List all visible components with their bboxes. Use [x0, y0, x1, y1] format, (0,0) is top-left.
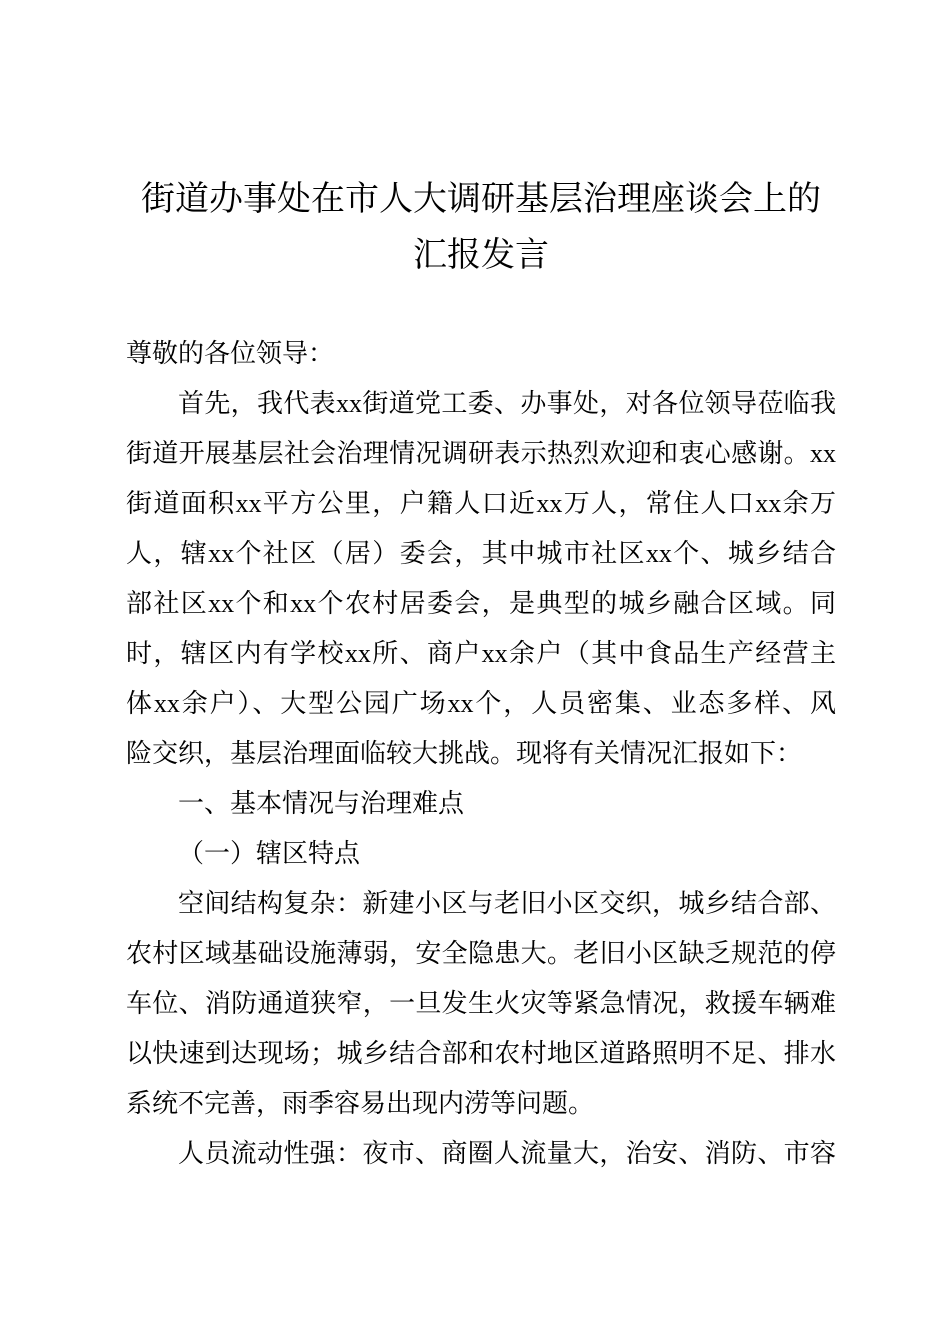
text-line: （一）辖区特点	[178, 839, 361, 868]
document-title-line-2: 汇报发言	[413, 237, 549, 274]
text-line: 险交织，基层治理面临较大挑战。现将有关情况汇报如下：	[126, 739, 803, 768]
text-line: 街道开展基层社会治理情况调研表示热烈欢迎和衷心感谢。xx	[126, 439, 836, 468]
document-title-line-1: 街道办事处在市人大调研基层治理座谈会上的	[141, 181, 821, 218]
text-line: 车位、消防通道狭窄，一旦发生火灾等紧急情况，救援车辆难	[126, 989, 836, 1018]
text-line: 时，辖区内有学校xx所、商户xx余户（其中食品生产经营主	[126, 639, 836, 668]
document-body	[126, 329, 836, 1179]
text-line: 一、基本情况与治理难点	[178, 789, 465, 818]
text-line: 人员流动性强：夜市、商圈人流量大，治安、消防、市容	[178, 1139, 836, 1168]
text-line: 部社区xx个和xx个农村居委会，是典型的城乡融合区域。同	[126, 589, 836, 618]
text-line: 首先，我代表xx街道党工委、办事处，对各位领导莅临我	[178, 389, 836, 418]
document-title	[126, 172, 836, 284]
text-line: 街道面积xx平方公里，户籍人口近xx万人，常住人口xx余万	[126, 489, 836, 518]
text-line: 体xx余户）、大型公园广场xx个，人员密集、业态多样、风	[126, 689, 836, 718]
text-line: 以快速到达现场；城乡结合部和农村地区道路照明不足、排水	[126, 1039, 836, 1068]
text-line: 人，辖xx个社区（居）委会，其中城市社区xx个、城乡结合	[126, 539, 836, 568]
text-line: 尊敬的各位领导：	[126, 339, 335, 368]
text-line: 空间结构复杂：新建小区与老旧小区交织，城乡结合部、	[178, 889, 836, 918]
text-line: 农村区域基础设施薄弱，安全隐患大。老旧小区缺乏规范的停	[126, 939, 836, 968]
text-line: 系统不完善，雨季容易出现内涝等问题。	[126, 1089, 595, 1118]
